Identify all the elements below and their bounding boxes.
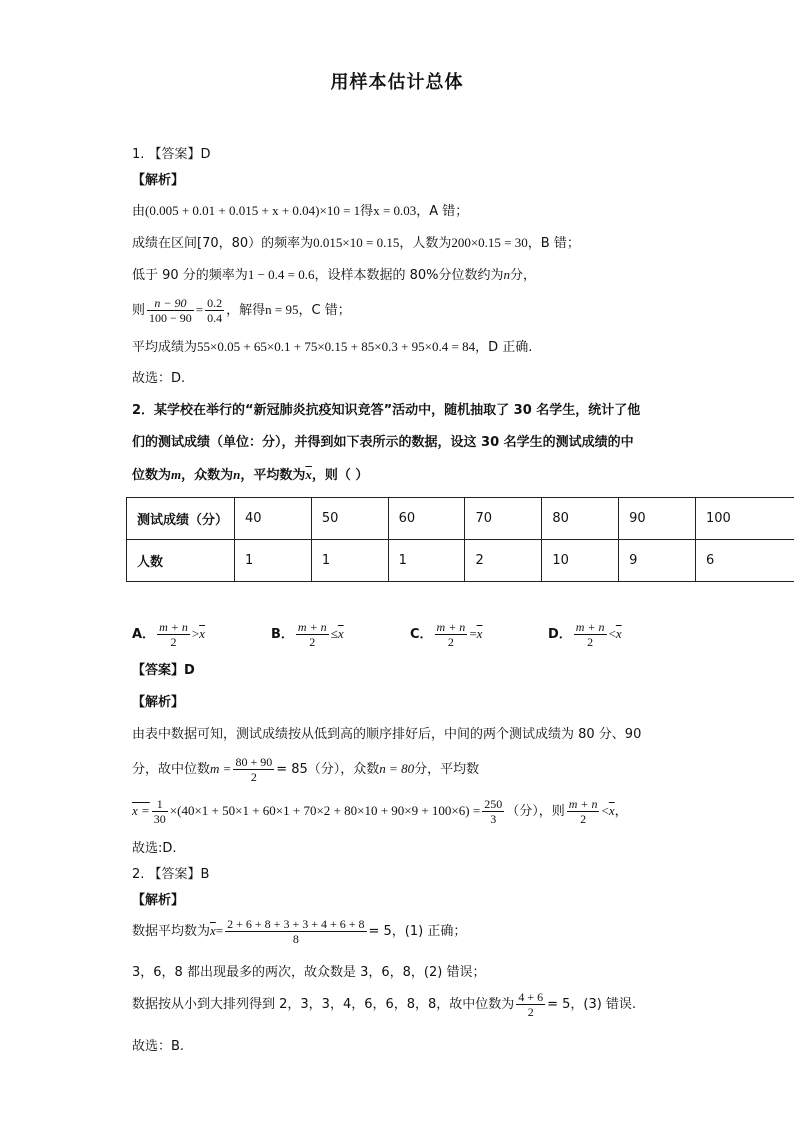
q2-stem-line-2: 们的测试成绩（单位：分），并得到如下表所示的数据，设这 30 名学生的测试成绩的中 [132, 435, 634, 450]
table-cell: 9 [619, 540, 696, 582]
q2-stem-line-3: 位数为m，众数为n，平均数为$\overline{x}$，则（ ） [132, 467, 369, 483]
table-row [127, 498, 794, 540]
table-cell: 1 [388, 540, 465, 582]
q2-conclusion: 故选:D. [132, 841, 177, 856]
q3-answer-line: 2. 【答案】B [132, 867, 210, 882]
option-c: C． $\frac{m + n}{2}$ $=\overline{x}$ [410, 620, 483, 649]
table-header-cell: 人数 [127, 540, 235, 582]
fraction: $\frac{n - 90}{100 - 90}$ [149, 296, 192, 325]
score-table [126, 497, 794, 582]
option-a: A． $\frac{m + n}{2}$ $>\overline{x}$ [132, 620, 205, 649]
table-cell: 6 [695, 540, 794, 582]
table-cell: 100 [695, 498, 794, 540]
q3-line-1: 数据平均数为$\overline{x}=$ $\frac{2 + 6 + 8 + 3 + 3 + 4 + 6 + 8}{8}$ = 5，(1) 正确； [132, 917, 467, 946]
q3-line-2: 3，6，8 都出现最多的两次，故众数是 3，6，8，(2) 错误； [132, 965, 486, 980]
q3-conclusion: 故选：B. [132, 1039, 185, 1054]
q2-analysis-line-3: x = $\frac{1}{30}$ ×(40×1 + 50×1 + 60×1 + 70×2 + 80×10 + 90×9 + 100×6) = $\frac{250}{3}$ （分），则 $\frac{m + n}{2}$ $<\overline{x}$， [132, 797, 628, 826]
table-cell: 50 [311, 498, 388, 540]
q1-answer-line: 1. 【答案】D [132, 147, 211, 162]
q2-answer: 【答案】D [132, 663, 195, 678]
table-cell: 90 [619, 498, 696, 540]
q3-analysis-label: 【解析】 [132, 893, 185, 908]
option-b: B． $\frac{m + n}{2}$ $\le\overline{x}$ [271, 620, 344, 649]
q2-analysis-line-2: 分，故中位数m = $\frac{80 + 90}{2}$ = 85（分），众数n = 80分，平均数 [132, 755, 480, 784]
q1-line-1: 由(0.005 + 0.01 + 0.015 + x + 0.04)×10 = 1得x = 0.03，A 错； [132, 203, 469, 219]
q2-stem-line-1: 2．某学校在举行的“新冠肺炎抗疫知识竞答”活动中，随机抽取了 30 名学生，统计了他 [132, 403, 641, 418]
q1-line-5: 平均成绩为55×0.05 + 65×0.1 + 75×0.15 + 85×0.3 + 95×0.4 = 84，D 正确. [132, 339, 533, 355]
q1-line-4: 则 $\frac{n - 90}{100 - 90}$ = $\frac{0.2}{0.4}$ ，解得n = 95，C 错； [132, 296, 351, 325]
q1-line-3: 低于 90 分的频率为1 − 0.4 = 0.6，设样本数据的 80%分位数约为n分， [132, 267, 537, 283]
table-cell: 2 [465, 540, 542, 582]
q2-analysis-label: 【解析】 [132, 695, 185, 710]
table-row [127, 540, 794, 582]
table-cell: 1 [311, 540, 388, 582]
table-cell: 60 [388, 498, 465, 540]
q1-analysis-label: 【解析】 [132, 173, 185, 188]
table-cell: 40 [235, 498, 312, 540]
q3-line-3: 数据按从小到大排列得到 2，3，3，4，6，6，8，8，故中位数为 $\frac{4 + 6}{2}$ = 5，(3) 错误. [132, 990, 637, 1019]
option-d: D． $\frac{m + n}{2}$ $<\overline{x}$ [548, 620, 622, 649]
table-cell: 10 [542, 540, 619, 582]
fraction: $\frac{0.2}{0.4}$ [207, 296, 223, 325]
q1-line-2: 成绩在区间[70，80）的频率为0.015×10 = 0.15，人数为200×0.15 = 30，B 错； [132, 235, 580, 251]
page-title: 用样本估计总体 [330, 72, 464, 93]
q2-analysis-line-1: 由表中数据可知，测试成绩按从低到高的顺序排好后，中间的两个测试成绩为 80 分、90 [132, 727, 642, 742]
table-cell: 80 [542, 498, 619, 540]
table-cell: 1 [235, 540, 312, 582]
table-cell: 70 [465, 498, 542, 540]
q1-conclusion: 故选：D. [132, 371, 186, 386]
table-header-cell: 测试成绩（分） [127, 498, 235, 540]
